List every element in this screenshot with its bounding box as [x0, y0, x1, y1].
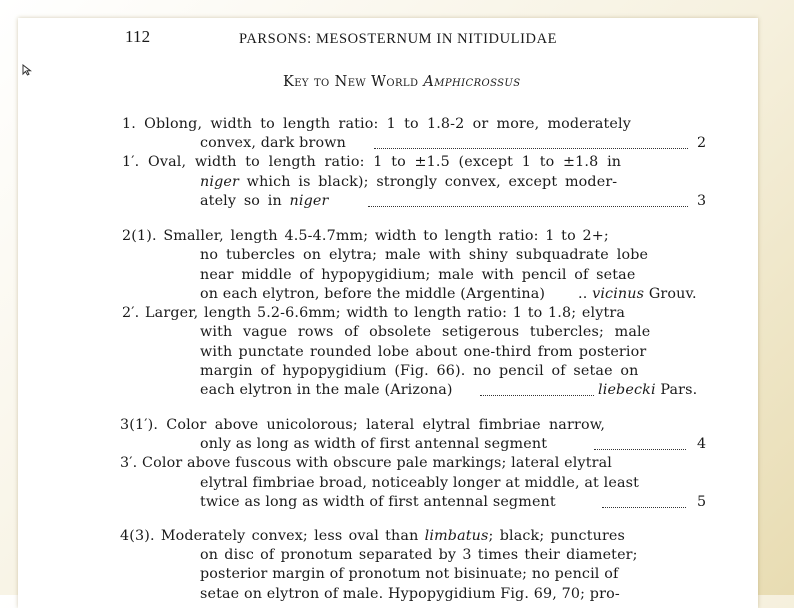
couplet-4-line-4: setae on elytron of male. Hypopygidium Fig. 69, 70; pro- [200, 586, 620, 602]
species-limbatus: limbatus [424, 528, 489, 544]
leader-dots [480, 395, 594, 396]
couplet-4-line-1-start: 4(3). Moderately convex; less oval than [120, 528, 425, 544]
couplet-3p-line-2: elytral fimbriae broad, noticeably longer at middle, at least [200, 475, 640, 491]
couplet-1-line-1: 1. Oblong, width to length ratio: 1 to 1.8-2 or more, moderately [122, 116, 631, 132]
couplet-3p-target: 5 [697, 494, 707, 510]
key-title [283, 73, 521, 91]
pointer-cursor-icon [22, 64, 32, 80]
page-number: 112 [125, 27, 151, 46]
couplet-2p-line-1: 2′. Larger, length 5.2-6.6mm; width to length ratio: 1 to 1.8; elytra [122, 305, 626, 321]
key-title-genus: Amphicrossus [423, 74, 521, 90]
couplet-1p-line-2 [200, 173, 617, 191]
couplet-1p-line-1: 1′. Oval, width to length ratio: 1 to ±1.5 (except 1 to ±1.8 in [122, 154, 622, 170]
couplet-2-line-4: on each elytron, before the middle (Argentina) [200, 286, 546, 302]
couplet-2-result: .. vicinus Grouv. [578, 286, 697, 302]
couplet-2p-line-3: with punctate rounded lobe about one-third from posterior [200, 344, 647, 360]
couplet-3-line-1: 3(1′). Color above unicolorous; lateral elytral fimbriae narrow, [120, 417, 606, 433]
leader-dots [368, 206, 688, 207]
running-title: PARSONS: MESOSTERNUM IN NITIDULIDAE [239, 31, 558, 47]
couplet-4-line-2: on disc of pronotum separated by 3 times their diameter; [200, 547, 638, 563]
couplet-2p-line-5: each elytron in the male (Arizona) [200, 382, 453, 398]
author-pars: Pars. [660, 382, 698, 398]
couplet-2p-result [598, 381, 697, 399]
species-niger: niger [200, 174, 239, 190]
couplet-1p-target: 3 [697, 193, 707, 209]
couplet-2-line-1: 2(1). Smaller, length 4.5-4.7mm; width to length ratio: 1 to 2+; [122, 228, 609, 244]
couplet-4-line-1 [120, 527, 625, 545]
couplet-1-target: 2 [697, 135, 707, 151]
key-title-prefix: Key to New World [283, 74, 424, 90]
couplet-2p-line-2: with vague rows of obsolete setigerous tubercles; male [200, 324, 651, 340]
couplet-3p-line-1: 3′. Color above fuscous with obscure pale markings; lateral elytral [120, 455, 612, 471]
couplet-1-line-2: convex, dark brown [200, 135, 346, 151]
couplet-2-line-3: near middle of hypopygidium; male with pencil of setae [200, 267, 636, 283]
book-page [18, 18, 758, 608]
couplet-1p-line-2-text: which is black); strongly convex, except moder- [238, 174, 618, 190]
couplet-2-line-2: no tubercles on elytra; male with shiny subquadrate lobe [200, 247, 649, 263]
couplet-4-line-3: posterior margin of pronotum not bisinuate; no pencil of [200, 566, 619, 582]
couplet-4-line-1-end: ; black; punctures [488, 528, 626, 544]
species-niger-2: niger [289, 193, 329, 209]
leader-dots [594, 449, 686, 450]
species-vicinus: vicinus [592, 286, 645, 302]
couplet-1p-line-3-text: ately so in [200, 193, 290, 209]
leader-dots [374, 148, 688, 149]
couplet-2p-line-4: margin of hypopygidium (Fig. 66). no pencil of setae on [200, 363, 639, 379]
author-grouv: Grouv. [648, 286, 697, 302]
leader-dots [602, 507, 686, 508]
species-liebecki: liebecki [598, 382, 656, 398]
couplet-3p-line-3: twice as long as width of first antennal segment [200, 494, 556, 510]
couplet-1p-line-3 [200, 192, 329, 210]
couplet-3-line-2: only as long as width of first antennal segment [200, 436, 548, 452]
couplet-3-target: 4 [697, 436, 707, 452]
